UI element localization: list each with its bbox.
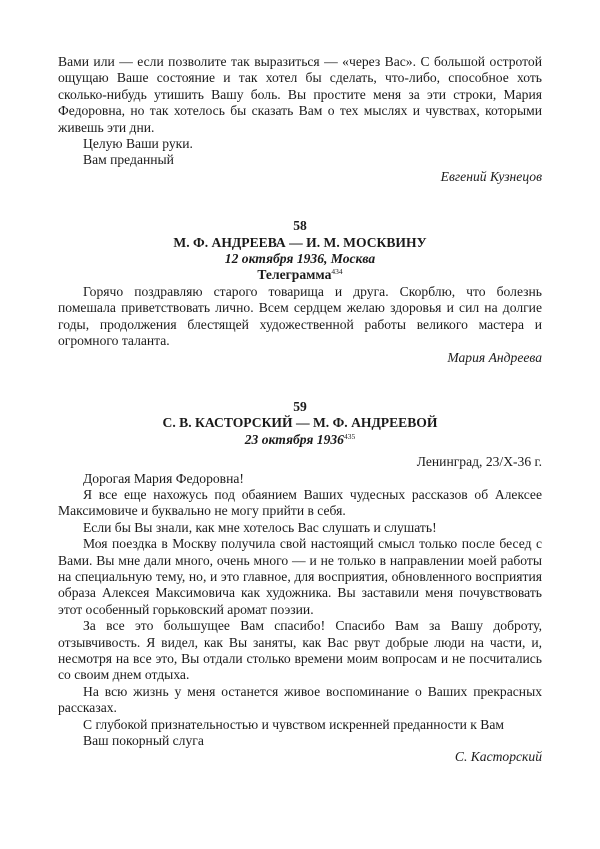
signature: Мария Андреева — [447, 349, 542, 365]
letter-date: 23 октября 1936$^{435}$ — [244, 431, 356, 447]
letter-date: 12 октября 1936, Москва — [224, 251, 376, 267]
letter-heading: С. В. КАСТОРСКИЙ — М. Ф. АНДРЕЕВОЙ — [162, 415, 438, 431]
letter-59 — [58, 399, 542, 766]
body-paragraph: За все это большущее Вам спасибо! Спасибо Вам за Вашу доброту, отзывчивость. Я видел, как Вы заняты, как Вас рвут добрые люди на части, и, несмотря на все это, Вы отдали столько времени моим вопросам и не посчитались со своим днем отдыха. — [58, 618, 542, 683]
letter-heading: М. Ф. АНДРЕЕВА — И. М. МОСКВИНУ — [173, 234, 427, 250]
salutation: Дорогая Мария Федоровна! — [83, 470, 244, 486]
footnote-ref: 435 — [343, 431, 356, 441]
body-paragraph: На всю жизнь у меня останется живое воспоминание о Ваших прекрасных рассказах. — [58, 683, 542, 716]
body-paragraph: Горячо поздравляю старого товарища и друга. Скорблю, что болезнь помешала приветствовать лично. Всем сердцем желаю здоровья и сил на долгие годы, продолжения блестящей художественной работы великого мастера и огромного таланта. — [58, 283, 542, 349]
letter-57-ending — [58, 54, 542, 185]
closing-line: С глубокой признательностью и чувством искренней преданности к Вам — [83, 716, 505, 732]
letter-number: 58 — [293, 218, 307, 234]
closing-line: Ваш покорный слуга — [83, 733, 204, 749]
letter-type: Телеграмма$^{434}$ — [257, 267, 343, 283]
closing-line: Вам преданный — [83, 152, 174, 168]
signature: С. Касторский — [454, 749, 542, 765]
body-paragraph: Моя поездка в Москву получила свой настоящий смысл только после бесед с Вами. Вы мне дали много, очень много — и не только в направлении моей работы на специальную тему, но, и это главное, для восприятия, обновленного восприятия образа Алексея Максимовича как художника. Вы заставили меня почувствовать этот особенный горьковский аромат поэзии. — [58, 536, 542, 617]
letter-number: 59 — [293, 398, 307, 414]
body-paragraph: Я все еще нахожусь под обаянием Ваших чудесных рассказов об Алексее Максимовиче и буквально не могу прийти в себя. — [58, 486, 542, 519]
body-paragraph: Вами или — если позволите так выразиться — «через Вас». С большой остротой ощущаю Ваше состояние и так хотел бы сделать, что-либо, способное хоть сколько-нибудь утишить Вашу боль. Вы простите меня за эти строки, Мария Федоровна, но так хотелось бы сказать Вам о тех мыслях и чувствах, которыми живешь эти дни. — [58, 54, 542, 135]
place-date: Ленинград, 23/X-36 г. — [416, 454, 542, 470]
document-page — [58, 54, 542, 766]
footnote-ref: 434 — [331, 267, 343, 277]
signature: Евгений Кузнецов — [440, 168, 542, 184]
closing-line: Целую Ваши руки. — [83, 136, 193, 152]
letter-58 — [58, 218, 542, 366]
body-paragraph: Если бы Вы знали, как мне хотелось Вас слушать и слушать! — [83, 519, 437, 535]
